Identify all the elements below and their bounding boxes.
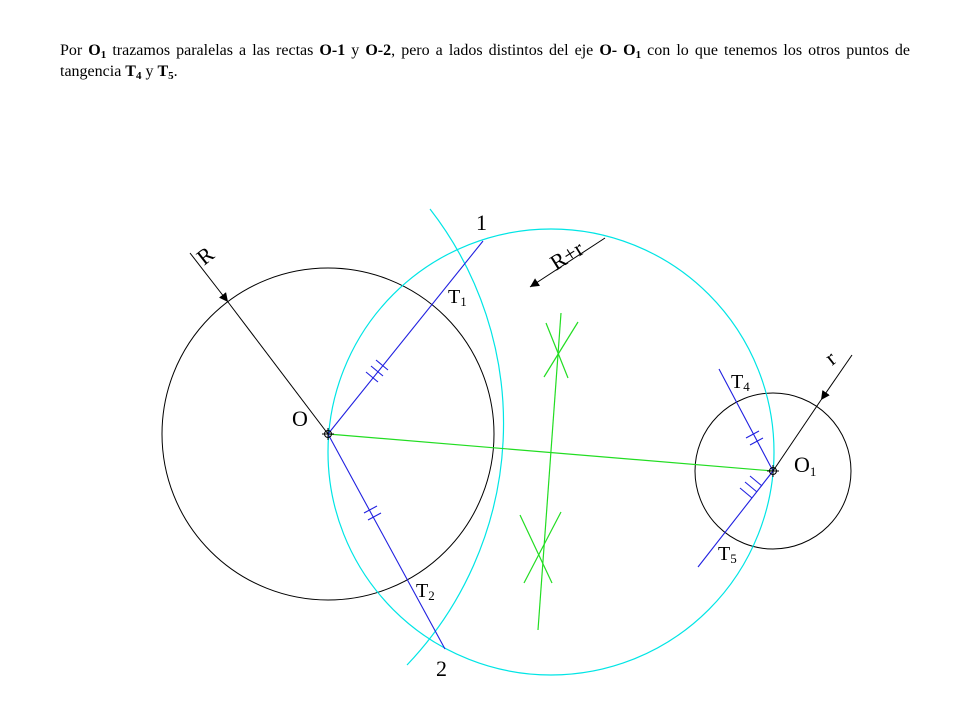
caption-bold-text: O xyxy=(88,42,101,59)
label-T1-sub: 1 xyxy=(460,294,467,309)
caption-subscript: 1 xyxy=(100,49,107,61)
center-marker-O1 xyxy=(767,465,779,477)
radius-R xyxy=(228,302,328,434)
label-T2-main: T xyxy=(416,580,429,602)
caption-part: . xyxy=(173,63,178,80)
caption-bold-text: T xyxy=(125,63,136,80)
ticks-O-2 xyxy=(364,506,381,520)
caption-part: y xyxy=(345,42,366,59)
caption-part: con lo que tenemos los otros puntos de tangencia xyxy=(60,42,911,80)
bisector-arc-bottom-1 xyxy=(520,515,552,583)
caption-part: , pero a lados distintos del eje xyxy=(391,42,600,59)
label-point-2: 2 xyxy=(436,656,447,681)
label-T2 xyxy=(416,580,435,603)
label-T1-main: T xyxy=(448,286,461,308)
bisector-line xyxy=(538,313,561,630)
center-marker-O xyxy=(322,428,334,440)
label-R-plus-r: R+r xyxy=(545,235,588,276)
line-O-2 xyxy=(328,434,445,649)
label-R: R xyxy=(191,241,219,270)
caption-part: trazamos paralelas a las rectas xyxy=(106,42,320,59)
label-T4-main: T xyxy=(731,371,744,393)
label-T5-main: T xyxy=(718,543,731,565)
label-O1 xyxy=(794,452,816,479)
caption-bold-text: T xyxy=(157,63,169,80)
caption-part: y xyxy=(141,63,158,80)
label-O1-sub: 1 xyxy=(809,464,817,479)
caption-bold-text: O- O xyxy=(599,42,636,59)
caption-part: Por xyxy=(60,42,89,59)
ticks-O1-T4 xyxy=(746,431,763,445)
label-point-1: 1 xyxy=(476,210,487,235)
caption-bold-o1-line: O-1 xyxy=(319,42,346,59)
label-r: r xyxy=(819,345,841,370)
label-O: O xyxy=(292,406,308,431)
label-T4-sub: 4 xyxy=(743,379,750,394)
label-T4 xyxy=(731,371,750,394)
label-T2-sub: 2 xyxy=(428,588,435,603)
caption-subscript: 1 xyxy=(635,49,642,61)
label-T5 xyxy=(718,543,737,566)
label-T1 xyxy=(448,286,467,309)
caption-subscript: 5 xyxy=(168,70,174,82)
caption-bold-o2-line: O-2 xyxy=(365,42,392,59)
label-O1-main: O xyxy=(794,452,810,477)
caption-subscript: 4 xyxy=(135,70,142,82)
label-T5-sub: 5 xyxy=(730,551,737,566)
ticks-O1-T5 xyxy=(740,476,762,498)
